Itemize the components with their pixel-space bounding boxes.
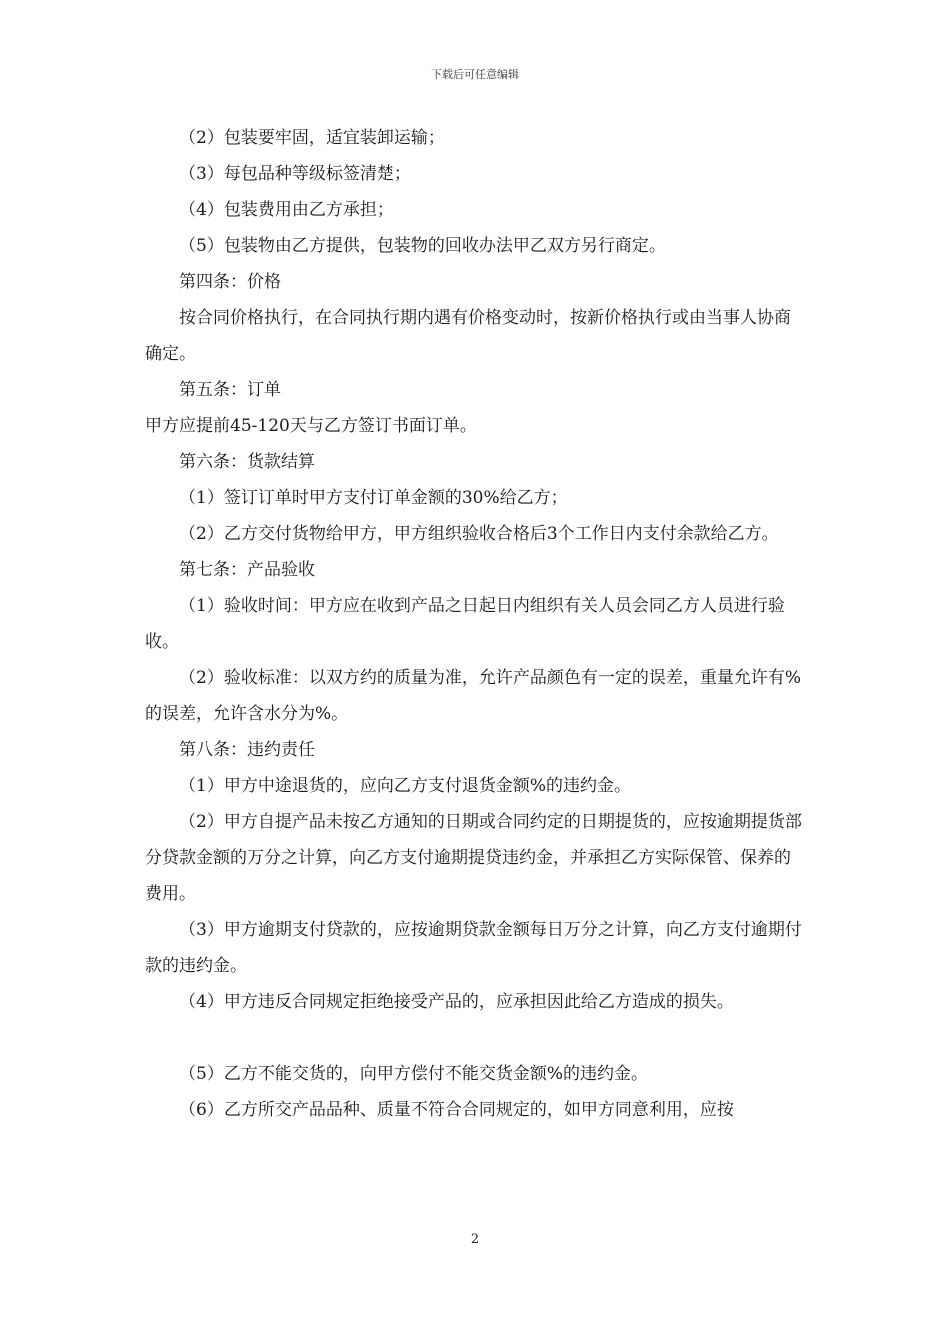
document-body — [145, 120, 807, 1128]
clause-paragraph: 甲方应提前45-120天与乙方签订书面订单。 — [145, 416, 477, 436]
page-header: 下载后可任意编辑 — [431, 68, 519, 81]
clause-paragraph: （4）包装费用由乙方承担； — [179, 200, 394, 220]
clause-paragraph: （5）乙方不能交货的，向甲方偿付不能交货金额%的违约金。 — [179, 1064, 648, 1084]
clause-paragraph: （3）甲方逾期支付贷款的，应按逾期贷款金额每日万分之计算，向乙方支付逾期付款的违约金。 — [145, 920, 802, 976]
clause-paragraph: （3）每包品种等级标签清楚； — [179, 164, 411, 184]
clause-paragraph: （4）甲方违反合同规定拒绝接受产品的，应承担因此给乙方造成的损失。 — [179, 992, 734, 1012]
article-heading: 第七条：产品验收 — [179, 560, 315, 580]
clause-paragraph: （2）甲方自提产品未按乙方通知的日期或合同约定的日期提货的，应按逾期提货部分贷款金额的万分之计算，向乙方支付逾期提贷违约金，并承担乙方实际保管、保养的费用。 — [145, 812, 802, 904]
clause-paragraph: （1）验收时间：甲方应在收到产品之日起日内组织有关人员会同乙方人员进行验收。 — [145, 596, 785, 652]
paragraph-spacer — [145, 1020, 807, 1056]
article-heading: 第八条：违约责任 — [179, 740, 315, 760]
clause-paragraph: （2）验收标准：以双方约的质量为准，允许产品颜色有一定的误差，重量允许有%的误差，允许含水分为%。 — [145, 668, 801, 724]
article-heading: 第六条：货款结算 — [179, 452, 315, 472]
clause-paragraph: （6）乙方所交产品品种、质量不符合合同规定的，如甲方同意利用，应按 — [179, 1100, 734, 1120]
clause-paragraph: （2）包装要牢固，适宜装卸运输； — [179, 128, 445, 148]
clause-paragraph: （1）签订订单时甲方支付订单金额的30%给乙方； — [179, 488, 568, 508]
page-number: 2 — [470, 1232, 480, 1247]
clause-paragraph: （1）甲方中途退货的，应向乙方支付退货金额%的违约金。 — [179, 776, 631, 796]
article-heading: 第五条：订单 — [179, 380, 281, 400]
clause-paragraph: 按合同价格执行，在合同执行期内遇有价格变动时，按新价格执行或由当事人协商确定。 — [145, 308, 791, 364]
clause-paragraph: （2）乙方交付货物给甲方，甲方组织验收合格后3个工作日内支付余款给乙方。 — [179, 524, 779, 544]
article-heading: 第四条：价格 — [179, 272, 281, 292]
clause-paragraph: （5）包装物由乙方提供，包装物的回收办法甲乙双方另行商定。 — [179, 236, 666, 256]
